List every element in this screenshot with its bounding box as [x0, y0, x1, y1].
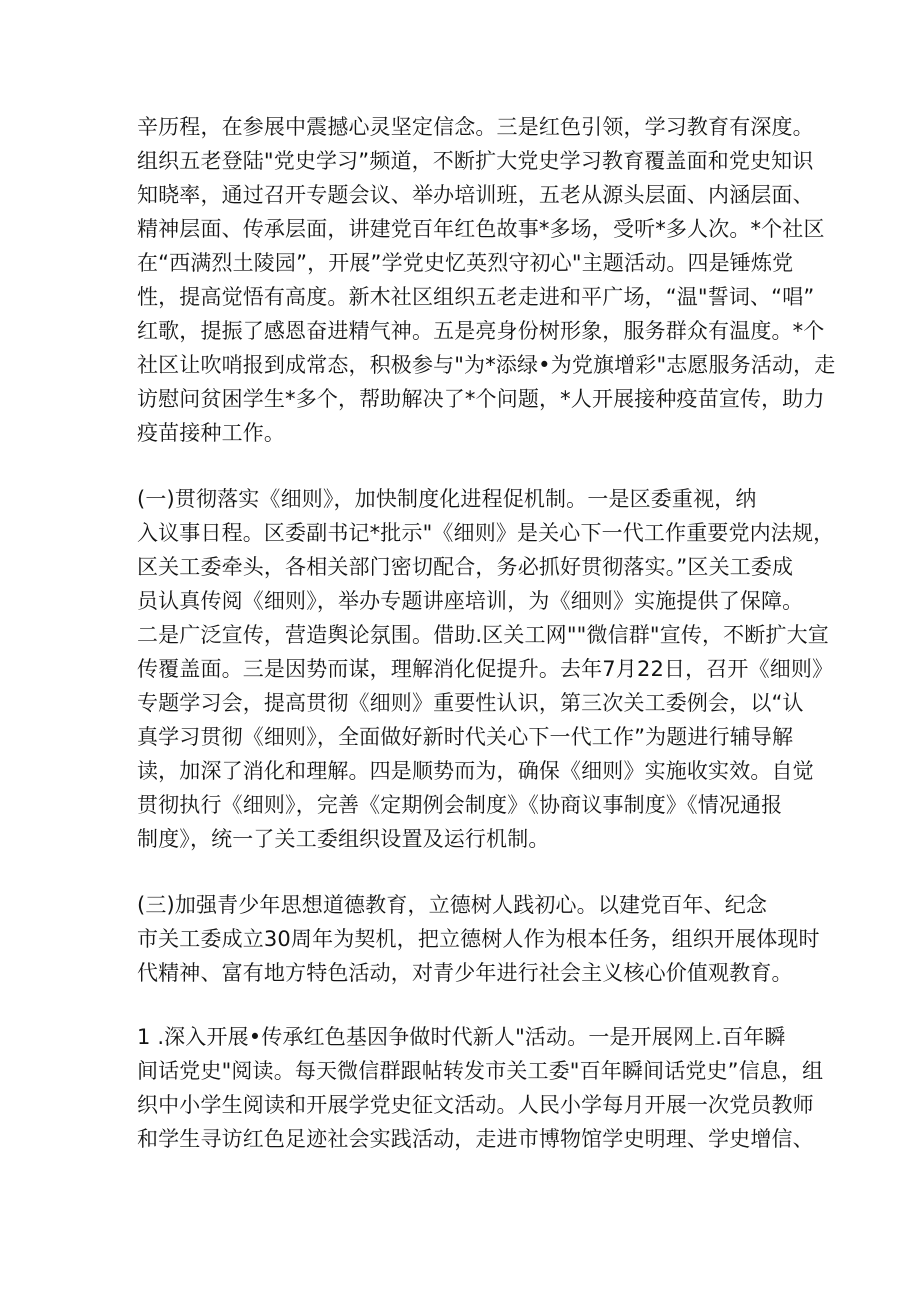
text-line: 制度》，统一了关工委组织设置及运行机制。	[137, 827, 550, 851]
text-line: 区关工委牵头，各相关部门密切配合，务必抓好贯彻落实。”区关工委成	[137, 555, 794, 579]
text-line: 专题学习会，提高贯彻《细则》重要性认识，第三次关工委例会，以“认	[137, 691, 804, 715]
text-line: (三)加强青少年思想道德教育，立德树人践初心。以建党百年、纪念	[137, 893, 768, 917]
text-line: 真学习贯彻《细则》，全面做好新时代关心下一代工作”为题进行辅导解	[137, 725, 794, 749]
text-line: 入议事日程。区委副书记*批示"《细则》是关心下一代工作重要党内法规，	[137, 521, 835, 545]
text-line: 1 .深入开展•传承红色基因争做时代新人"活动。一是开展网上.百年瞬	[137, 1025, 786, 1049]
text-line: 访慰问贫困学生*多个，帮助解决了*个问题，*人开展接种疫苗宣传，助力	[137, 387, 825, 411]
text-line: 读，加深了消化和理解。四是顺势而为，确保《细则》实施收实效。自觉	[137, 759, 814, 783]
paragraph-red-leadership	[137, 110, 836, 450]
paragraph-section-one	[137, 482, 835, 856]
text-line: 贯彻执行《细则》，完善《定期例会制度》《协商议事制度》《情况通报	[137, 793, 783, 817]
text-line: 疫苗接种工作。	[137, 421, 286, 445]
text-line: 二是广泛宣传，营造舆论氛围。借助.区关工网""微信群"宣传，不断扩大宣	[137, 623, 829, 647]
text-line: 精神层面、传承层面，讲建党百年红色故事*多场，受听*多人次。*个社区	[137, 217, 825, 241]
text-line: 间话党史"阅读。每天微信群跟帖转发市关工委"百年瞬间话党史”信息，组	[137, 1059, 824, 1083]
text-line: 传覆盖面。三是因势而谋，理解消化促提升。去年7月22日，召开《细则》	[137, 657, 834, 681]
text-line: 辛历程，在参展中震撼心灵坚定信念。三是红色引领，学习教育有深度。	[137, 115, 814, 139]
text-line: 组织五老登陆"党史学习”频道，不断扩大党史学习教育覆盖面和党史知识	[137, 149, 814, 173]
text-line: 社区让吹哨报到成常态，积极参与"为*添绿•为党旗增彩"志愿服务活动，走	[137, 353, 836, 377]
text-line: 在“西满烈土陵园”，开展”学党史忆英烈守初心"主题活动。四是锤炼党	[137, 251, 794, 275]
text-line: 员认真传阅《细则》，举办专题讲座培训，为《细则》实施提供了保障。	[137, 589, 804, 613]
text-line: 市关工委成立30周年为契机，把立德树人作为根本任务，组织开展体现时	[137, 927, 820, 951]
text-line: 和学生寻访红色足迹社会实践活动，走进市博物馆学史明理、学史增信、	[137, 1127, 814, 1151]
text-line: 红歌，提振了感恩奋进精气神。五是亮身份树形象，服务群众有温度。*个	[137, 319, 825, 343]
text-line: 代精神、富有地方特色活动，对青少年进行社会主义核心价值观教育。	[137, 961, 793, 985]
paragraph-section-three	[137, 888, 820, 990]
text-line: 织中小学生阅读和开展学党史征文活动。人民小学每月开展一次党员教师	[137, 1093, 814, 1117]
text-line: 知晓率，通过召开专题会议、举办培训班，五老从源头层面、内涵层面、	[137, 183, 814, 207]
text-line: 性，提高觉悟有高度。新木社区组织五老走进和平广场，“温"誓词、“唱”	[137, 285, 815, 309]
text-line: (一)贯彻落实《细则》，加快制度化进程促机制。一是区委重视，纳	[137, 487, 757, 511]
paragraph-item-one	[137, 1020, 824, 1156]
